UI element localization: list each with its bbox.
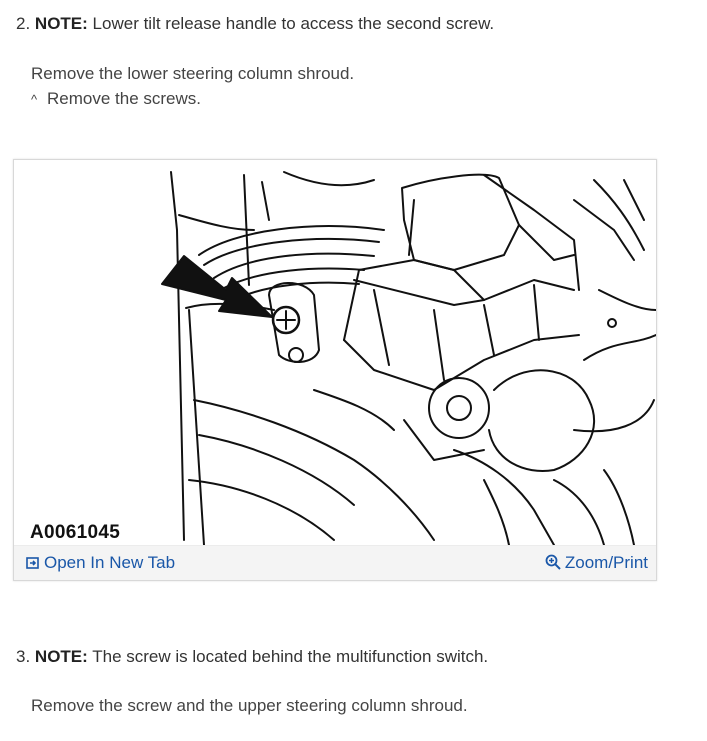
figure-toolbar xyxy=(14,545,656,580)
step-2-sub-instruction xyxy=(31,89,201,110)
open-in-new-tab-link[interactable] xyxy=(26,553,175,573)
step-number: 2. xyxy=(16,14,31,33)
steering-column-illustration xyxy=(14,160,656,546)
step-3-note xyxy=(16,647,488,667)
sub-instruction-text: Remove the screws. xyxy=(47,89,201,108)
zoom-print-link[interactable] xyxy=(545,553,648,573)
open-new-tab-icon xyxy=(26,556,40,570)
note-label: NOTE: xyxy=(34,14,88,33)
figure-panel xyxy=(13,159,657,581)
note-text: The screw is located behind the multifunction switch. xyxy=(92,647,489,666)
step-2-note xyxy=(16,14,494,34)
open-in-new-tab-label: Open In New Tab xyxy=(44,553,176,572)
step-3-instruction: Remove the screw and the upper steering column shroud. xyxy=(31,696,468,715)
note-label: NOTE: xyxy=(34,647,88,666)
caret-icon: ^ xyxy=(31,92,38,107)
note-text: Lower tilt release handle to access the second screw. xyxy=(92,14,495,33)
figure-code: A0061045 xyxy=(30,522,121,543)
magnifier-plus-icon xyxy=(545,554,561,570)
step-2-instruction: Remove the lower steering column shroud. xyxy=(31,64,355,83)
step-number: 3. xyxy=(16,647,31,666)
zoom-print-label: Zoom/Print xyxy=(564,553,648,572)
